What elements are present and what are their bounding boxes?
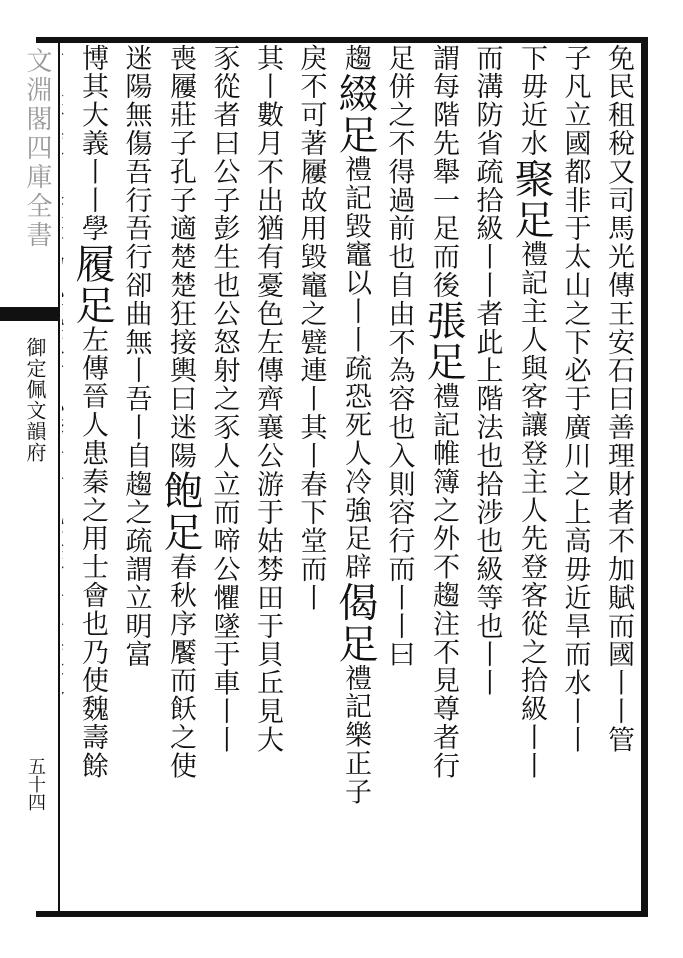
- text-segment: 左傳晉人患秦之用士會也乃使魏壽餘: [77, 325, 108, 781]
- text-segment: 自趨之疏謂立明富: [120, 441, 152, 669]
- text-segment: 禮記主人與客讓登主人先登客從之拾級丨丨: [516, 240, 547, 781]
- text-segment: 足併之不得過前也: [383, 44, 415, 272]
- text-segment: 豕從者曰公子彭生也公怒射之豕人立而啼公懼墜于車丨丨: [208, 44, 240, 754]
- text-segment: 下毋近水: [516, 44, 547, 158]
- text-column: [289, 44, 333, 904]
- text-area: [62, 44, 640, 904]
- text-segment: [62, 44, 64, 243]
- text-column: [465, 44, 509, 904]
- text-column: [553, 44, 597, 904]
- headword: 履足: [69, 242, 115, 326]
- text-segment: 禮記帷簿之外不趨注不見尊者行: [428, 382, 459, 781]
- text-column: [377, 44, 421, 904]
- text-segment: 戾不可著屨故用毀竈之甓連丨其丨: [295, 44, 327, 470]
- text-column: [158, 44, 203, 904]
- text-segment: 博其大義丨丨學: [77, 44, 108, 243]
- text-segment: 其丨數月不出猶有憂色左傳齊襄公游于姑棼田于貝丘見大: [252, 44, 283, 754]
- text-column: [421, 44, 466, 904]
- margin-top-text: 文淵閣四庫全書: [22, 47, 52, 250]
- text-segment: 免民租稅又司馬光傳王安石曰善理財者不加賦而國丨丨管: [603, 44, 634, 754]
- margin-strip: [0, 37, 60, 917]
- text-column: [333, 44, 378, 904]
- text-segment: 而溝防省: [471, 44, 503, 158]
- text-segment: 謂每階先舉一足而後: [428, 44, 459, 300]
- headword: 偈足: [332, 581, 378, 665]
- headword: 聚足: [508, 157, 554, 241]
- text-segment: 子凡立國都非于太山之下必于廣川之上高毋近旱而水丨丨: [559, 44, 591, 754]
- text-segment: [62, 243, 64, 697]
- headword: 張足: [420, 299, 466, 383]
- text-segment: 疏拾級丨丨者此上階法也拾涉也級等也丨丨: [471, 157, 503, 698]
- text-column: [597, 44, 641, 904]
- fish-tail-mark: [0, 307, 58, 321]
- text-segment: 禮記毀竈以丨丨疏恐死人冷強足辟: [340, 155, 371, 582]
- margin-book-title: 御定佩文韻府: [23, 337, 47, 463]
- text-segment: 春下堂而丨: [295, 470, 327, 612]
- headword: 飽足: [157, 470, 203, 553]
- text-segment: 春秋序饜而飫之使: [165, 552, 196, 781]
- text-column: [70, 44, 115, 904]
- text-column: [114, 44, 158, 904]
- text-segment: 趨: [340, 44, 371, 73]
- text-segment: 禮記樂正子: [340, 664, 371, 807]
- text-segment: 自由不為容也入則容行而丨丨曰: [383, 271, 415, 669]
- text-column: [246, 44, 290, 904]
- text-column: [62, 44, 70, 904]
- margin-page-number: 五十四: [25, 757, 46, 811]
- text-column: [202, 44, 246, 904]
- headword: 綴足: [332, 72, 378, 156]
- text-segment: 迷陽無傷吾行吾行卻曲無丨吾丨: [120, 44, 152, 442]
- text-column: [509, 44, 554, 904]
- text-segment: 喪屨莊子孔子適楚楚狂接輿曰迷陽: [165, 44, 196, 470]
